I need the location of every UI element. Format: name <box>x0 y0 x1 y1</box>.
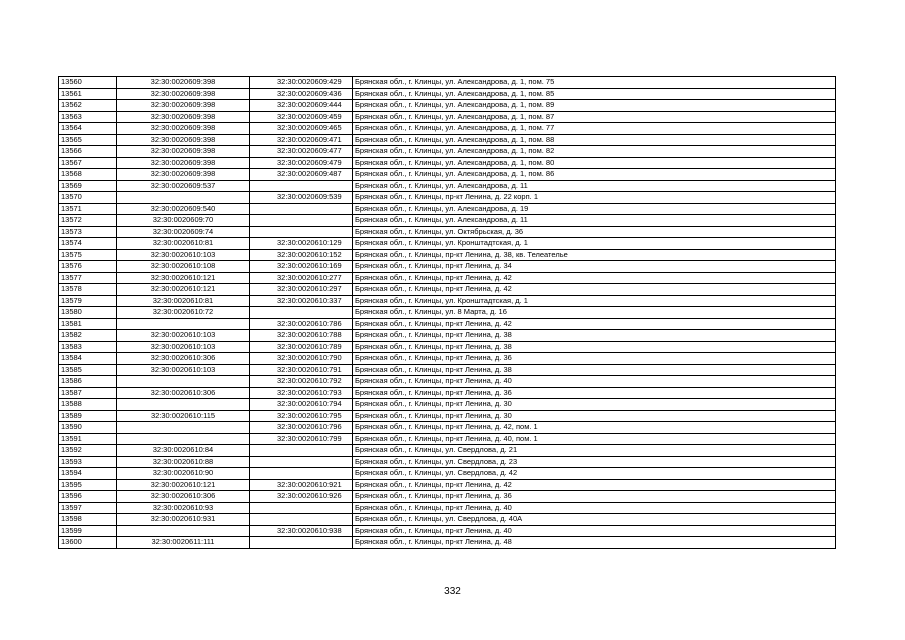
building-number-cell: 32:30:0020609:479 <box>250 157 353 169</box>
building-number-cell <box>250 502 353 514</box>
parcel-number-cell: 32:30:0020610:306 <box>117 353 250 365</box>
parcel-number-cell: 32:30:0020609:398 <box>117 111 250 123</box>
address-cell: Брянская обл., г. Клинцы, пр-кт Ленина, д. 42, пом. 1 <box>353 422 836 434</box>
address-cell: Брянская обл., г. Клинцы, пр-кт Ленина, д. 42 <box>353 284 836 296</box>
record-number-cell: 13568 <box>59 169 117 181</box>
table-row <box>59 341 836 353</box>
building-number-cell: 32:30:0020609:487 <box>250 169 353 181</box>
building-number-cell: 32:30:0020609:539 <box>250 192 353 204</box>
parcel-number-cell: 32:30:0020609:74 <box>117 226 250 238</box>
record-number-cell: 13588 <box>59 399 117 411</box>
table-row <box>59 376 836 388</box>
building-number-cell <box>250 307 353 319</box>
parcel-number-cell: 32:30:0020609:398 <box>117 169 250 181</box>
record-number-cell: 13589 <box>59 410 117 422</box>
table-row <box>59 272 836 284</box>
record-number-cell: 13580 <box>59 307 117 319</box>
parcel-number-cell: 32:30:0020610:103 <box>117 249 250 261</box>
building-number-cell <box>250 537 353 549</box>
record-number-cell: 13579 <box>59 295 117 307</box>
building-number-cell: 32:30:0020610:789 <box>250 341 353 353</box>
building-number-cell <box>250 445 353 457</box>
table-row <box>59 399 836 411</box>
parcel-number-cell: 32:30:0020610:88 <box>117 456 250 468</box>
table-row <box>59 284 836 296</box>
address-cell: Брянская обл., г. Клинцы, ул. Свердлова, д. 40А <box>353 514 836 526</box>
record-number-cell: 13596 <box>59 491 117 503</box>
building-number-cell: 32:30:0020610:169 <box>250 261 353 273</box>
building-number-cell: 32:30:0020609:436 <box>250 88 353 100</box>
parcel-number-cell: 32:30:0020609:70 <box>117 215 250 227</box>
address-cell: Брянская обл., г. Клинцы, ул. Октябрьская, д. 36 <box>353 226 836 238</box>
address-cell: Брянская обл., г. Клинцы, пр-кт Ленина, д. 30 <box>353 410 836 422</box>
parcel-number-cell: 32:30:0020610:103 <box>117 341 250 353</box>
address-cell: Брянская обл., г. Клинцы, пр-кт Ленина, д. 38 <box>353 341 836 353</box>
building-number-cell: 32:30:0020610:793 <box>250 387 353 399</box>
table-row <box>59 77 836 89</box>
table-row <box>59 88 836 100</box>
record-number-cell: 13561 <box>59 88 117 100</box>
building-number-cell: 32:30:0020610:788 <box>250 330 353 342</box>
table-row <box>59 456 836 468</box>
parcel-number-cell: 32:30:0020609:537 <box>117 180 250 192</box>
parcel-number-cell: 32:30:0020610:306 <box>117 387 250 399</box>
building-number-cell: 32:30:0020610:297 <box>250 284 353 296</box>
table-row <box>59 169 836 181</box>
address-cell: Брянская обл., г. Клинцы, ул. Александрова, д. 1, пом. 77 <box>353 123 836 135</box>
record-number-cell: 13565 <box>59 134 117 146</box>
record-number-cell: 13562 <box>59 100 117 112</box>
building-number-cell <box>250 456 353 468</box>
parcel-number-cell: 32:30:0020610:115 <box>117 410 250 422</box>
record-number-cell: 13586 <box>59 376 117 388</box>
parcel-number-cell: 32:30:0020609:398 <box>117 157 250 169</box>
parcel-number-cell: 32:30:0020609:398 <box>117 146 250 158</box>
record-number-cell: 13572 <box>59 215 117 227</box>
address-cell: Брянская обл., г. Клинцы, пр-кт Ленина, д. 36 <box>353 353 836 365</box>
parcel-number-cell <box>117 192 250 204</box>
building-number-cell: 32:30:0020610:794 <box>250 399 353 411</box>
record-number-cell: 13582 <box>59 330 117 342</box>
building-number-cell: 32:30:0020609:471 <box>250 134 353 146</box>
record-number-cell: 13560 <box>59 77 117 89</box>
record-number-cell: 13563 <box>59 111 117 123</box>
record-number-cell: 13594 <box>59 468 117 480</box>
parcel-number-cell: 32:30:0020609:398 <box>117 123 250 135</box>
address-cell: Брянская обл., г. Клинцы, пр-кт Ленина, д. 48 <box>353 537 836 549</box>
table-row <box>59 226 836 238</box>
address-cell: Брянская обл., г. Клинцы, пр-кт Ленина, д. 36 <box>353 491 836 503</box>
address-cell: Брянская обл., г. Клинцы, пр-кт Ленина, д. 40, пом. 1 <box>353 433 836 445</box>
address-cell: Брянская обл., г. Клинцы, пр-кт Ленина, д. 38, кв. Телеателье <box>353 249 836 261</box>
building-number-cell: 32:30:0020609:459 <box>250 111 353 123</box>
building-number-cell: 32:30:0020610:790 <box>250 353 353 365</box>
parcel-number-cell: 32:30:0020609:398 <box>117 77 250 89</box>
parcel-number-cell <box>117 525 250 537</box>
table-row <box>59 307 836 319</box>
record-number-cell: 13571 <box>59 203 117 215</box>
record-number-cell: 13592 <box>59 445 117 457</box>
record-number-cell: 13566 <box>59 146 117 158</box>
parcel-number-cell: 32:30:0020610:90 <box>117 468 250 480</box>
parcel-number-cell: 32:30:0020609:398 <box>117 88 250 100</box>
building-number-cell: 32:30:0020610:129 <box>250 238 353 250</box>
parcel-number-cell <box>117 433 250 445</box>
record-number-cell: 13590 <box>59 422 117 434</box>
building-number-cell: 32:30:0020609:444 <box>250 100 353 112</box>
table-row <box>59 479 836 491</box>
parcel-number-cell: 32:30:0020610:84 <box>117 445 250 457</box>
parcel-number-cell: 32:30:0020610:72 <box>117 307 250 319</box>
table-row <box>59 203 836 215</box>
record-number-cell: 13591 <box>59 433 117 445</box>
address-cell: Брянская обл., г. Клинцы, пр-кт Ленина, д. 38 <box>353 330 836 342</box>
building-number-cell <box>250 226 353 238</box>
table-row <box>59 146 836 158</box>
parcel-number-cell: 32:30:0020610:93 <box>117 502 250 514</box>
page-number: 332 <box>444 586 461 597</box>
address-cell: Брянская обл., г. Клинцы, пр-кт Ленина, д. 42 <box>353 272 836 284</box>
parcel-number-cell: 32:30:0020609:398 <box>117 100 250 112</box>
record-number-cell: 13587 <box>59 387 117 399</box>
table-row <box>59 525 836 537</box>
building-number-cell: 32:30:0020610:337 <box>250 295 353 307</box>
table-row <box>59 111 836 123</box>
record-number-cell: 13578 <box>59 284 117 296</box>
building-number-cell: 32:30:0020609:465 <box>250 123 353 135</box>
parcel-number-cell <box>117 376 250 388</box>
address-cell: Брянская обл., г. Клинцы, ул. Александрова, д. 1, пом. 80 <box>353 157 836 169</box>
table-row <box>59 433 836 445</box>
building-number-cell <box>250 468 353 480</box>
table-row <box>59 514 836 526</box>
table-row <box>59 502 836 514</box>
table-row <box>59 261 836 273</box>
record-number-cell: 13581 <box>59 318 117 330</box>
table-row <box>59 468 836 480</box>
record-number-cell: 13597 <box>59 502 117 514</box>
parcel-number-cell <box>117 399 250 411</box>
table-body <box>59 77 836 549</box>
building-number-cell: 32:30:0020609:477 <box>250 146 353 158</box>
record-number-cell: 13584 <box>59 353 117 365</box>
parcel-number-cell: 32:30:0020610:108 <box>117 261 250 273</box>
parcel-number-cell: 32:30:0020610:81 <box>117 295 250 307</box>
table-row <box>59 410 836 422</box>
table-row <box>59 134 836 146</box>
table-row <box>59 387 836 399</box>
address-cell: Брянская обл., г. Клинцы, ул. Александрова, д. 11 <box>353 215 836 227</box>
table-row <box>59 123 836 135</box>
table-row <box>59 318 836 330</box>
address-cell: Брянская обл., г. Клинцы, ул. Александрова, д. 1, пом. 88 <box>353 134 836 146</box>
parcel-number-cell: 32:30:0020609:398 <box>117 134 250 146</box>
table-row <box>59 537 836 549</box>
address-cell: Брянская обл., г. Клинцы, пр-кт Ленина, д. 40 <box>353 525 836 537</box>
building-number-cell: 32:30:0020610:791 <box>250 364 353 376</box>
address-cell: Брянская обл., г. Клинцы, пр-кт Ленина, д. 38 <box>353 364 836 376</box>
address-cell: Брянская обл., г. Клинцы, пр-кт Ленина, д. 40 <box>353 502 836 514</box>
parcel-number-cell: 32:30:0020610:931 <box>117 514 250 526</box>
parcel-number-cell: 32:30:0020610:121 <box>117 479 250 491</box>
building-number-cell: 32:30:0020610:938 <box>250 525 353 537</box>
table-row <box>59 364 836 376</box>
building-number-cell: 32:30:0020610:152 <box>250 249 353 261</box>
table-row <box>59 422 836 434</box>
record-number-cell: 13575 <box>59 249 117 261</box>
building-number-cell: 32:30:0020610:799 <box>250 433 353 445</box>
table-row <box>59 445 836 457</box>
address-cell: Брянская обл., г. Клинцы, пр-кт Ленина, д. 42 <box>353 318 836 330</box>
record-number-cell: 13585 <box>59 364 117 376</box>
record-number-cell: 13564 <box>59 123 117 135</box>
table-row <box>59 249 836 261</box>
address-cell: Брянская обл., г. Клинцы, ул. 8 Марта, д. 16 <box>353 307 836 319</box>
address-cell: Брянская обл., г. Клинцы, ул. Александрова, д. 1, пом. 85 <box>353 88 836 100</box>
table-row <box>59 330 836 342</box>
parcel-number-cell: 32:30:0020610:306 <box>117 491 250 503</box>
record-number-cell: 13573 <box>59 226 117 238</box>
record-number-cell: 13567 <box>59 157 117 169</box>
building-number-cell <box>250 215 353 227</box>
building-number-cell: 32:30:0020610:792 <box>250 376 353 388</box>
record-number-cell: 13569 <box>59 180 117 192</box>
address-cell: Брянская обл., г. Клинцы, ул. Александрова, д. 19 <box>353 203 836 215</box>
table-row <box>59 157 836 169</box>
parcel-number-cell: 32:30:0020609:540 <box>117 203 250 215</box>
address-cell: Брянская обл., г. Клинцы, ул. Александрова, д. 1, пом. 87 <box>353 111 836 123</box>
parcel-number-cell: 32:30:0020611:111 <box>117 537 250 549</box>
address-cell: Брянская обл., г. Клинцы, пр-кт Ленина, д. 36 <box>353 387 836 399</box>
record-number-cell: 13570 <box>59 192 117 204</box>
parcel-number-cell: 32:30:0020610:103 <box>117 364 250 376</box>
building-number-cell: 32:30:0020610:786 <box>250 318 353 330</box>
building-number-cell: 32:30:0020609:429 <box>250 77 353 89</box>
address-cell: Брянская обл., г. Клинцы, пр-кт Ленина, д. 30 <box>353 399 836 411</box>
table-row <box>59 295 836 307</box>
parcel-number-cell: 32:30:0020610:121 <box>117 272 250 284</box>
address-cell: Брянская обл., г. Клинцы, ул. Свердлова, д. 21 <box>353 445 836 457</box>
record-number-cell: 13574 <box>59 238 117 250</box>
address-cell: Брянская обл., г. Клинцы, ул. Кронштадтская, д. 1 <box>353 238 836 250</box>
parcel-number-cell <box>117 422 250 434</box>
parcel-number-cell: 32:30:0020610:103 <box>117 330 250 342</box>
parcel-number-cell: 32:30:0020610:121 <box>117 284 250 296</box>
record-number-cell: 13583 <box>59 341 117 353</box>
address-cell: Брянская обл., г. Клинцы, ул. Александрова, д. 1, пом. 75 <box>353 77 836 89</box>
address-cell: Брянская обл., г. Клинцы, пр-кт Ленина, д. 40 <box>353 376 836 388</box>
building-number-cell: 32:30:0020610:795 <box>250 410 353 422</box>
address-cell: Брянская обл., г. Клинцы, пр-кт Ленина, д. 22 корп. 1 <box>353 192 836 204</box>
record-number-cell: 13600 <box>59 537 117 549</box>
record-number-cell: 13599 <box>59 525 117 537</box>
parcel-number-cell: 32:30:0020610:81 <box>117 238 250 250</box>
address-cell: Брянская обл., г. Клинцы, пр-кт Ленина, д. 42 <box>353 479 836 491</box>
building-number-cell: 32:30:0020610:926 <box>250 491 353 503</box>
table-row <box>59 353 836 365</box>
building-number-cell <box>250 514 353 526</box>
table-row <box>59 491 836 503</box>
record-number-cell: 13593 <box>59 456 117 468</box>
address-cell: Брянская обл., г. Клинцы, ул. Александрова, д. 1, пом. 82 <box>353 146 836 158</box>
table-row <box>59 215 836 227</box>
address-cell: Брянская обл., г. Клинцы, ул. Свердлова, д. 42 <box>353 468 836 480</box>
address-cell: Брянская обл., г. Клинцы, ул. Александрова, д. 1, пом. 86 <box>353 169 836 181</box>
building-number-cell <box>250 180 353 192</box>
table-row <box>59 238 836 250</box>
building-number-cell <box>250 203 353 215</box>
parcel-number-cell <box>117 318 250 330</box>
table-row <box>59 100 836 112</box>
record-number-cell: 13595 <box>59 479 117 491</box>
building-number-cell: 32:30:0020610:921 <box>250 479 353 491</box>
table-row <box>59 192 836 204</box>
record-number-cell: 13576 <box>59 261 117 273</box>
address-cell: Брянская обл., г. Клинцы, ул. Александрова, д. 1, пом. 89 <box>353 100 836 112</box>
address-cell: Брянская обл., г. Клинцы, ул. Кронштадтская, д. 1 <box>353 295 836 307</box>
building-number-cell: 32:30:0020610:277 <box>250 272 353 284</box>
cadastral-table <box>58 76 836 549</box>
record-number-cell: 13598 <box>59 514 117 526</box>
address-cell: Брянская обл., г. Клинцы, пр-кт Ленина, д. 34 <box>353 261 836 273</box>
address-cell: Брянская обл., г. Клинцы, ул. Александрова, д. 11 <box>353 180 836 192</box>
building-number-cell: 32:30:0020610:796 <box>250 422 353 434</box>
address-cell: Брянская обл., г. Клинцы, ул. Свердлова, д. 23 <box>353 456 836 468</box>
record-number-cell: 13577 <box>59 272 117 284</box>
table-row <box>59 180 836 192</box>
